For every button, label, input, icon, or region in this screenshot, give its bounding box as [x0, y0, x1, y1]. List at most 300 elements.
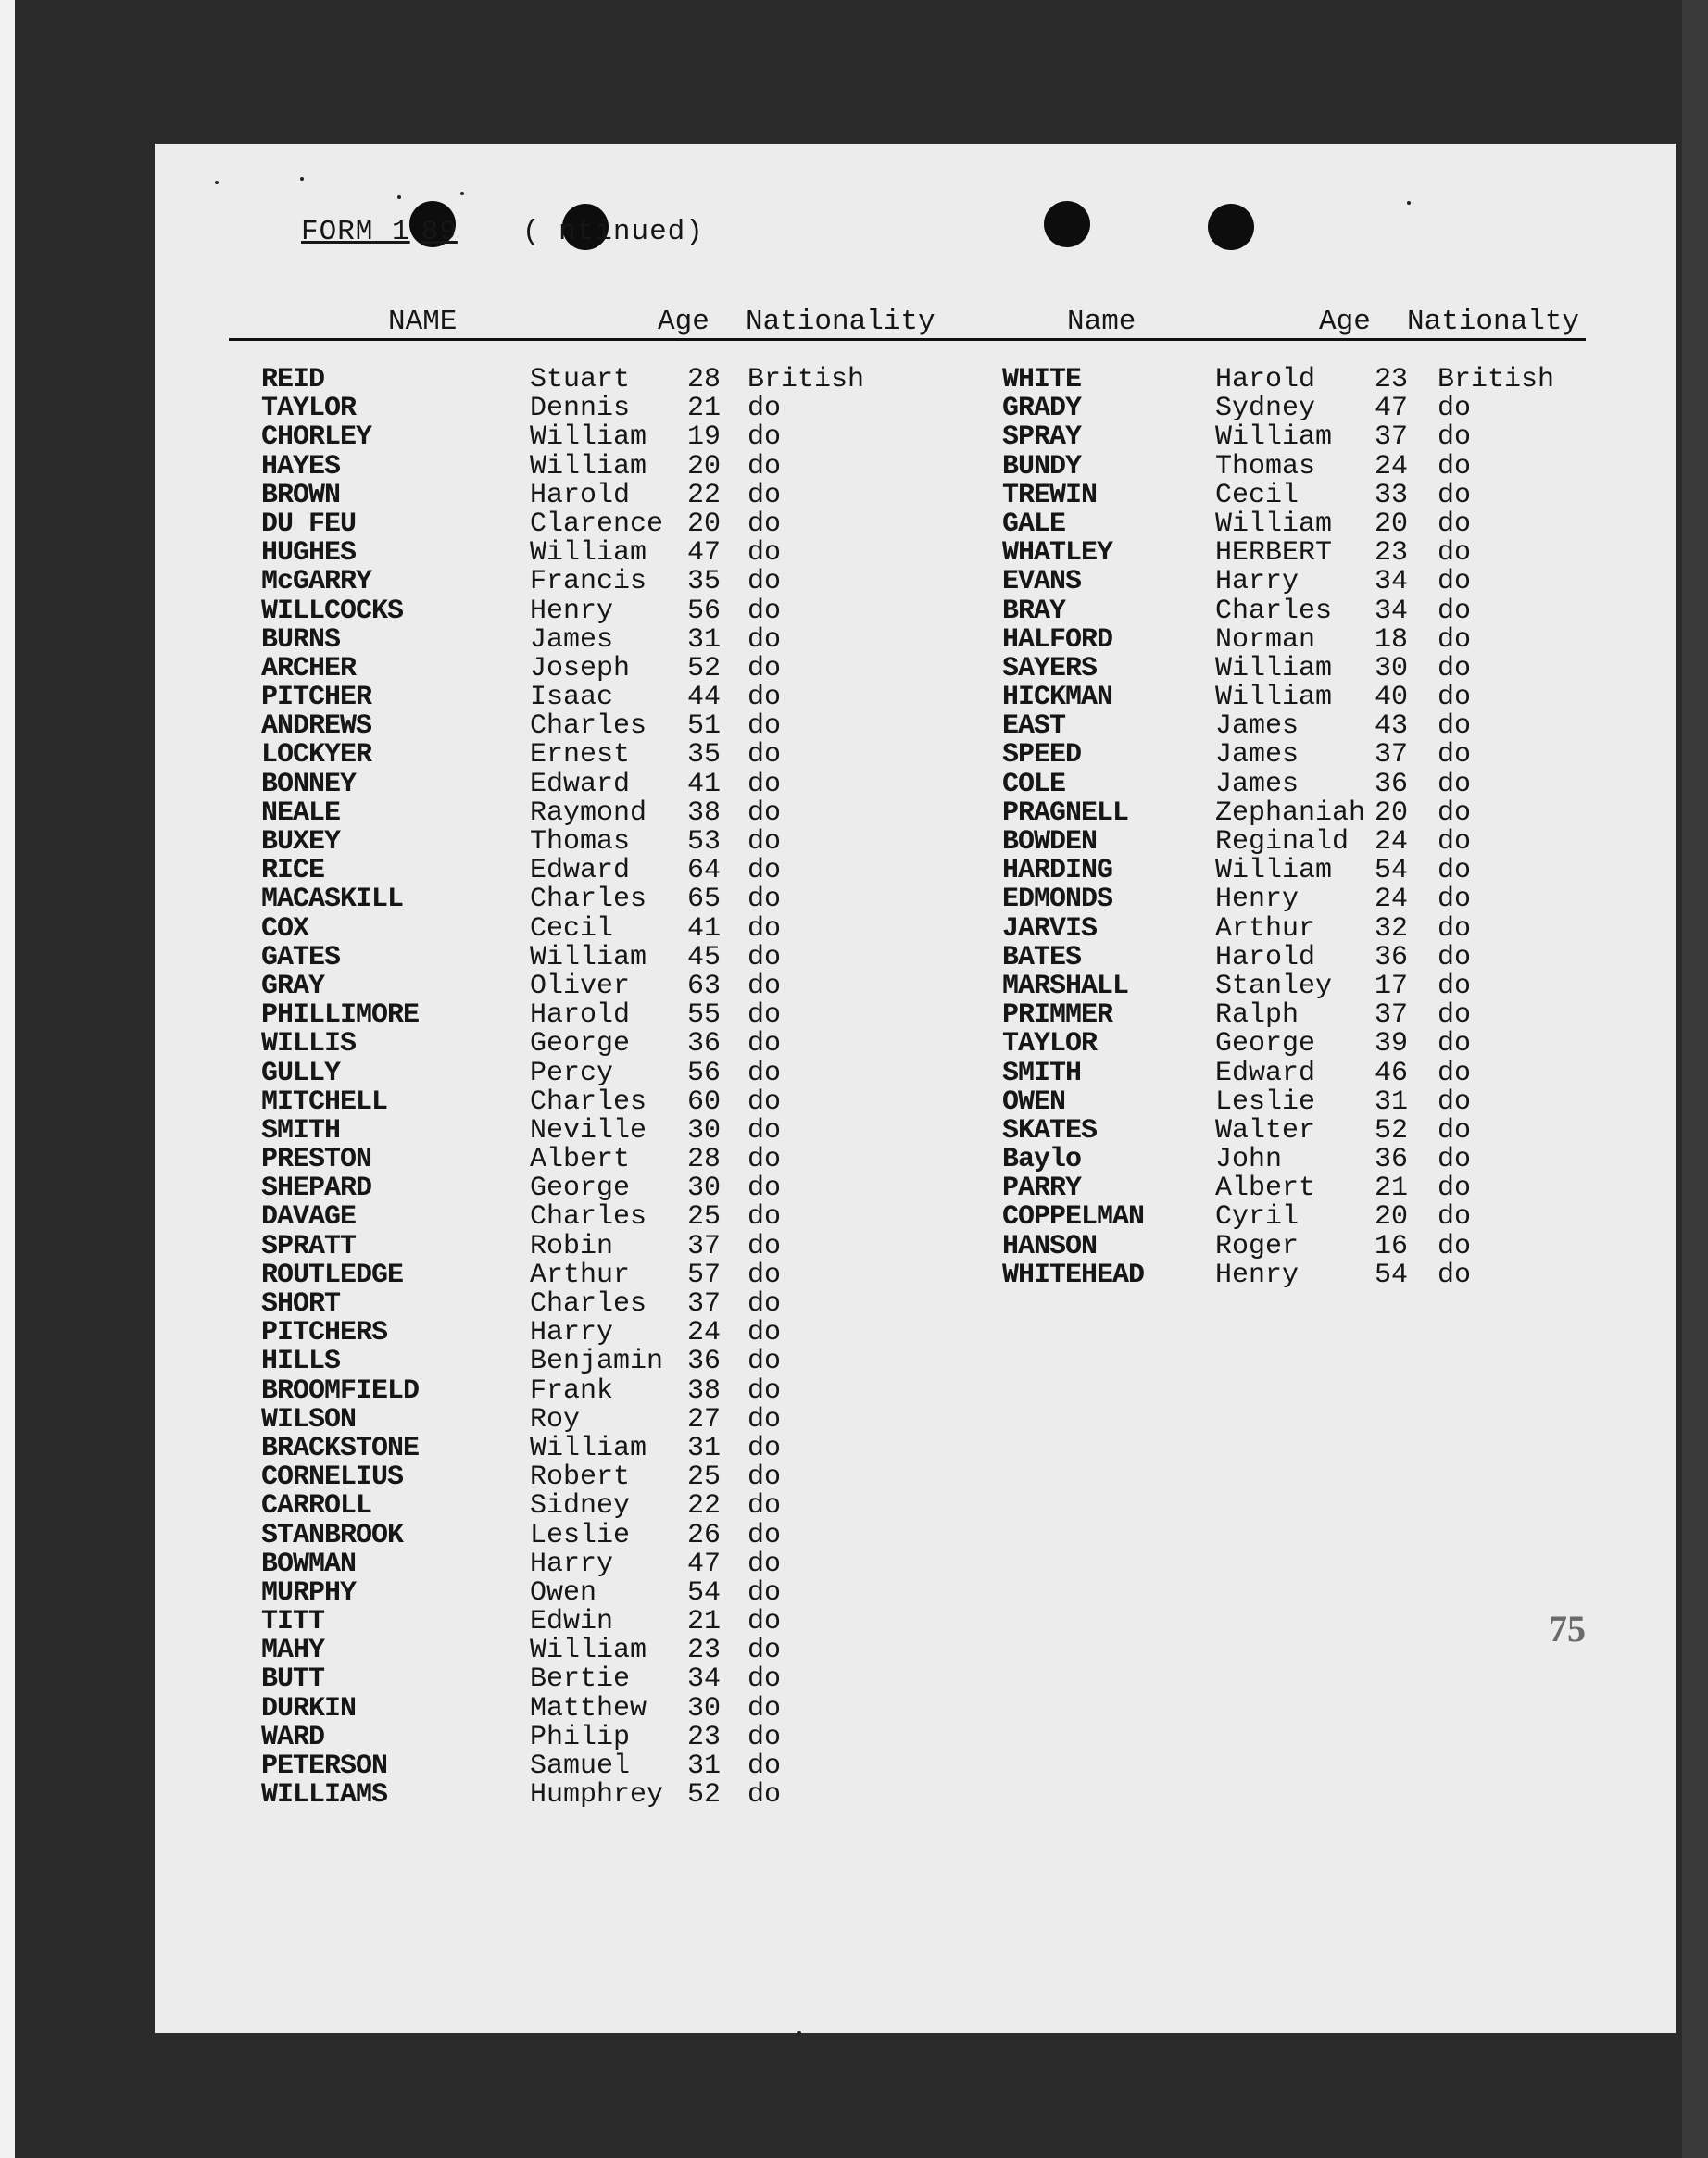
- list-row: [1002, 741, 1632, 770]
- first-name: Edward: [530, 855, 631, 887]
- first-name: William: [1215, 682, 1333, 714]
- page-number: 75: [1549, 1608, 1586, 1650]
- nationality: do: [1438, 566, 1472, 598]
- first-name: Robin: [530, 1230, 614, 1262]
- age: 22: [687, 479, 722, 511]
- list-row: [261, 652, 891, 684]
- first-name: George: [1215, 1028, 1316, 1060]
- first-name: Thomas: [530, 826, 631, 858]
- list-row: [261, 539, 891, 568]
- surname: SMITH: [1002, 1057, 1082, 1089]
- nationality: do: [747, 768, 782, 800]
- first-name: William: [530, 537, 647, 570]
- surname: ANDREWS: [261, 710, 372, 743]
- scan-left-strip: [0, 0, 15, 2158]
- first-name: Dennis: [530, 393, 631, 425]
- first-name: Harry: [1215, 566, 1300, 598]
- nationality: do: [747, 1057, 782, 1089]
- first-name: Leslie: [1215, 1085, 1316, 1118]
- age: 38: [687, 797, 722, 829]
- age: 40: [1375, 682, 1409, 714]
- punch-hole: [1208, 204, 1254, 250]
- nationality: do: [1438, 970, 1472, 1002]
- surname: COX: [261, 912, 309, 945]
- age: 21: [687, 1606, 722, 1638]
- first-name: Edward: [530, 768, 631, 800]
- first-name: Harry: [530, 1548, 614, 1580]
- age: 44: [687, 682, 722, 714]
- age: 37: [1375, 739, 1409, 772]
- nationality: do: [747, 999, 782, 1032]
- surname: DAVAGE: [261, 1201, 357, 1234]
- list-row: [1002, 479, 1632, 511]
- list-row: [1002, 623, 1632, 656]
- right-name-list: [1002, 366, 1632, 1290]
- nationality: do: [747, 1519, 782, 1551]
- nationality: do: [747, 1230, 782, 1262]
- nationality: do: [1438, 855, 1472, 887]
- surname: MAHY: [261, 1635, 325, 1667]
- first-name: Harold: [530, 999, 631, 1032]
- first-name: Cecil: [530, 912, 614, 945]
- nationality: do: [747, 1114, 782, 1147]
- nationality: do: [1438, 537, 1472, 570]
- surname: BUXEY: [261, 826, 341, 858]
- age: 30: [687, 1114, 722, 1147]
- age: 30: [687, 1173, 722, 1205]
- right-nationality-header: Nationalty: [1407, 306, 1580, 338]
- nationality: do: [747, 1663, 782, 1696]
- nationality: do: [1438, 1230, 1472, 1262]
- surname: ARCHER: [261, 652, 357, 684]
- surname: SHEPARD: [261, 1173, 372, 1205]
- first-name: William: [1215, 855, 1333, 887]
- surname: MACASKILL: [261, 884, 404, 916]
- age: 30: [1375, 652, 1409, 684]
- surname: PITCHERS: [261, 1317, 388, 1349]
- surname: PRIMMER: [1002, 999, 1113, 1032]
- surname: COPPELMAN: [1002, 1201, 1145, 1234]
- age: 46: [1375, 1057, 1409, 1089]
- surname: WARD: [261, 1721, 325, 1753]
- age: 36: [1375, 768, 1409, 800]
- nationality: do: [1438, 421, 1472, 454]
- age: 27: [687, 1403, 722, 1436]
- age: 20: [1375, 508, 1409, 540]
- first-name: James: [1215, 739, 1300, 772]
- age: 31: [687, 623, 722, 656]
- nationality: do: [747, 1288, 782, 1320]
- surname: GRAY: [261, 970, 325, 1002]
- age: 54: [1375, 1259, 1409, 1291]
- nationality: do: [1438, 1173, 1472, 1205]
- age: 34: [1375, 595, 1409, 627]
- age: 38: [687, 1374, 722, 1407]
- list-row: [261, 1230, 891, 1262]
- first-name: Sidney: [530, 1490, 631, 1523]
- first-name: Albert: [1215, 1173, 1316, 1205]
- speck: [797, 2031, 801, 2035]
- surname: WHITE: [1002, 364, 1082, 395]
- surname: SMITH: [261, 1114, 341, 1147]
- age: 47: [687, 537, 722, 570]
- surname: BROOMFIELD: [261, 1374, 420, 1407]
- surname: BOWDEN: [1002, 826, 1098, 858]
- first-name: Harold: [1215, 941, 1316, 973]
- surname: BUNDY: [1002, 450, 1082, 483]
- list-row: [261, 857, 891, 885]
- list-row: [1002, 1174, 1632, 1203]
- age: 43: [1375, 710, 1409, 743]
- list-row: [261, 1261, 891, 1290]
- nationality: do: [747, 1692, 782, 1725]
- first-name: Charles: [530, 884, 647, 916]
- nationality: do: [747, 1201, 782, 1234]
- first-name: Neville: [530, 1114, 647, 1147]
- nationality: do: [747, 1173, 782, 1205]
- age: 31: [687, 1750, 722, 1782]
- surname: CARROLL: [261, 1490, 372, 1523]
- list-row: [261, 623, 891, 656]
- list-row: [261, 1057, 891, 1089]
- first-name: Sydney: [1215, 393, 1316, 425]
- nationality: British: [1438, 364, 1555, 395]
- age: 57: [687, 1259, 722, 1291]
- list-row: [1002, 366, 1632, 395]
- age: 36: [687, 1346, 722, 1378]
- first-name: Joseph: [530, 652, 631, 684]
- age: 37: [1375, 421, 1409, 454]
- nationality: British: [747, 364, 865, 395]
- first-name: Stuart: [530, 364, 631, 395]
- list-row: [1002, 828, 1632, 857]
- nationality: do: [1438, 710, 1472, 743]
- surname: CHORLEY: [261, 421, 372, 454]
- list-row: [261, 510, 891, 539]
- age: 21: [1375, 1173, 1409, 1205]
- list-row: [261, 1492, 891, 1521]
- surname: BRACKSTONE: [261, 1432, 420, 1464]
- first-name: Percy: [530, 1057, 614, 1089]
- list-row: [261, 1665, 891, 1694]
- list-row: [1002, 539, 1632, 568]
- nationality: do: [1438, 450, 1472, 483]
- surname: DURKIN: [261, 1692, 357, 1725]
- form-label: FORM 1: [301, 216, 410, 248]
- age: 36: [1375, 941, 1409, 973]
- age: 28: [687, 364, 722, 395]
- age: 21: [687, 393, 722, 425]
- nationality: do: [747, 623, 782, 656]
- list-row: [1002, 450, 1632, 483]
- first-name: HERBERT: [1215, 537, 1333, 570]
- speck: [397, 195, 401, 199]
- nationality: do: [1438, 941, 1472, 973]
- age: 25: [687, 1201, 722, 1234]
- list-row: [1002, 1030, 1632, 1059]
- surname: TAYLOR: [1002, 1028, 1098, 1060]
- first-name: Harold: [1215, 364, 1316, 395]
- nationality: do: [747, 1606, 782, 1638]
- surname: HAYES: [261, 450, 341, 483]
- first-name: George: [530, 1028, 631, 1060]
- age: 45: [687, 941, 722, 973]
- left-name-list: [261, 366, 891, 1810]
- list-row: [261, 1403, 891, 1436]
- list-row: [1002, 1146, 1632, 1174]
- surname: MARSHALL: [1002, 970, 1129, 1002]
- list-row: [261, 1432, 891, 1464]
- surname: LOCKYER: [261, 739, 372, 772]
- list-row: [261, 1030, 891, 1059]
- first-name: Francis: [530, 566, 647, 598]
- first-name: William: [1215, 421, 1333, 454]
- list-row: [1002, 941, 1632, 973]
- age: 47: [1375, 393, 1409, 425]
- age: 37: [1375, 999, 1409, 1032]
- nationality: do: [1438, 1028, 1472, 1060]
- list-row: [1002, 684, 1632, 712]
- list-row: [261, 1001, 891, 1030]
- age: 47: [687, 1548, 722, 1580]
- first-name: Roy: [530, 1403, 581, 1436]
- surname: GULLY: [261, 1057, 341, 1089]
- nationality: do: [747, 595, 782, 627]
- age: 23: [1375, 364, 1409, 395]
- nationality: do: [747, 1721, 782, 1753]
- list-row: [1002, 1261, 1632, 1290]
- surname: EVANS: [1002, 566, 1082, 598]
- list-row: [1002, 1203, 1632, 1232]
- nationality: do: [747, 1548, 782, 1580]
- nationality: do: [1438, 508, 1472, 540]
- nationality: do: [747, 1028, 782, 1060]
- list-row: [261, 885, 891, 914]
- first-name: Charles: [1215, 595, 1333, 627]
- surname: COLE: [1002, 768, 1066, 800]
- first-name: Frank: [530, 1374, 614, 1407]
- nationality: do: [747, 826, 782, 858]
- age: 24: [1375, 450, 1409, 483]
- nationality: do: [747, 1779, 782, 1812]
- document-page: [155, 144, 1676, 2033]
- list-row: [261, 912, 891, 945]
- first-name: Charles: [530, 710, 647, 743]
- list-row: [261, 479, 891, 511]
- list-row: [261, 395, 891, 423]
- list-row: [1002, 395, 1632, 423]
- list-row: [1002, 568, 1632, 596]
- age: 31: [687, 1432, 722, 1464]
- nationality: do: [1438, 884, 1472, 916]
- nationality: do: [747, 1085, 782, 1118]
- list-row: [1002, 799, 1632, 828]
- age: 55: [687, 999, 722, 1032]
- nationality: do: [1438, 623, 1472, 656]
- list-row: [1002, 712, 1632, 741]
- first-name: Philip: [530, 1721, 631, 1753]
- surname: BATES: [1002, 941, 1082, 973]
- first-name: Zephaniah: [1215, 797, 1366, 829]
- nationality: do: [747, 421, 782, 454]
- list-row: [261, 1781, 891, 1810]
- age: 54: [687, 1576, 722, 1609]
- nationality: do: [1438, 1259, 1472, 1291]
- age: 25: [687, 1462, 722, 1494]
- list-row: [261, 1692, 891, 1725]
- nationality: do: [1438, 999, 1472, 1032]
- nationality: do: [1438, 768, 1472, 800]
- nationality: do: [747, 1462, 782, 1494]
- list-row: [1002, 972, 1632, 1001]
- surname: BURNS: [261, 623, 341, 656]
- age: 53: [687, 826, 722, 858]
- age: 52: [1375, 1114, 1409, 1147]
- age: 35: [687, 739, 722, 772]
- first-name: Cecil: [1215, 479, 1300, 511]
- list-row: [261, 423, 891, 452]
- list-row: [1002, 857, 1632, 885]
- list-row: [261, 597, 891, 626]
- list-row: [1002, 885, 1632, 914]
- surname: TAYLOR: [261, 393, 357, 425]
- first-name: James: [530, 623, 614, 656]
- surname: PETERSON: [261, 1750, 388, 1782]
- age: 23: [1375, 537, 1409, 570]
- age: 39: [1375, 1028, 1409, 1060]
- age: 36: [1375, 1144, 1409, 1176]
- surname: PARRY: [1002, 1173, 1082, 1205]
- first-name: Edwin: [530, 1606, 614, 1638]
- nationality: do: [747, 1432, 782, 1464]
- surname: BOWMAN: [261, 1548, 357, 1580]
- surname: GATES: [261, 941, 341, 973]
- nationality: do: [1438, 797, 1472, 829]
- age: 60: [687, 1085, 722, 1118]
- list-row: [261, 1174, 891, 1203]
- first-name: Bertie: [530, 1663, 631, 1696]
- left-nationality-header: Nationality: [746, 306, 936, 338]
- nationality: do: [747, 884, 782, 916]
- surname: RICE: [261, 855, 325, 887]
- first-name: Albert: [530, 1144, 631, 1176]
- age: 23: [687, 1721, 722, 1753]
- age: 32: [1375, 912, 1409, 945]
- nationality: do: [747, 450, 782, 483]
- nationality: do: [1438, 682, 1472, 714]
- nationality: do: [747, 1374, 782, 1407]
- nationality: do: [1438, 1201, 1472, 1234]
- first-name: Edward: [1215, 1057, 1316, 1089]
- list-row: [1002, 1057, 1632, 1089]
- surname: MURPHY: [261, 1576, 357, 1609]
- first-name: Henry: [530, 595, 614, 627]
- age: 52: [687, 652, 722, 684]
- first-name: Stanley: [1215, 970, 1333, 1002]
- first-name: William: [530, 1432, 647, 1464]
- list-row: [261, 1290, 891, 1319]
- surname: SAYERS: [1002, 652, 1098, 684]
- first-name: Harold: [530, 479, 631, 511]
- surname: TREWIN: [1002, 479, 1098, 511]
- list-row: [261, 684, 891, 712]
- first-name: Clarence: [530, 508, 664, 540]
- surname: EAST: [1002, 710, 1066, 743]
- first-name: Leslie: [530, 1519, 631, 1551]
- surname: DU FEU: [261, 508, 357, 540]
- first-name: William: [530, 1635, 647, 1667]
- nationality: do: [747, 1750, 782, 1782]
- surname: SPRATT: [261, 1230, 357, 1262]
- surname: REID: [261, 364, 325, 395]
- nationality: do: [747, 1403, 782, 1436]
- surname: BONNEY: [261, 768, 357, 800]
- age: 63: [687, 970, 722, 1002]
- speck: [460, 192, 464, 195]
- nationality: do: [1438, 912, 1472, 945]
- list-row: [1002, 597, 1632, 626]
- nationality: do: [747, 1317, 782, 1349]
- speck: [1407, 201, 1411, 205]
- surname: Baylo: [1002, 1144, 1082, 1176]
- age: 20: [687, 508, 722, 540]
- surname: HILLS: [261, 1346, 341, 1378]
- list-row: [261, 1752, 891, 1781]
- surname: BRAY: [1002, 595, 1066, 627]
- surname: HANSON: [1002, 1230, 1098, 1262]
- speck: [215, 181, 219, 184]
- first-name: Walter: [1215, 1114, 1316, 1147]
- first-name: Henry: [1215, 884, 1300, 916]
- first-name: John: [1215, 1144, 1283, 1176]
- first-name: Samuel: [530, 1750, 631, 1782]
- nationality: do: [1438, 1057, 1472, 1089]
- nationality: do: [747, 508, 782, 540]
- age: 16: [1375, 1230, 1409, 1262]
- first-name: William: [1215, 652, 1333, 684]
- list-row: [261, 741, 891, 770]
- surname: WILLIS: [261, 1028, 357, 1060]
- list-row: [261, 1203, 891, 1232]
- surname: WHITEHEAD: [1002, 1259, 1145, 1291]
- age: 20: [1375, 1201, 1409, 1234]
- first-name: Henry: [1215, 1259, 1300, 1291]
- form-continued: ( ntinued): [521, 216, 704, 248]
- nationality: do: [747, 393, 782, 425]
- age: 51: [687, 710, 722, 743]
- first-name: Humphrey: [530, 1779, 664, 1812]
- surname: SKATES: [1002, 1114, 1098, 1147]
- age: 35: [687, 566, 722, 598]
- list-row: [1002, 1085, 1632, 1118]
- nationality: do: [1438, 739, 1472, 772]
- surname: WHATLEY: [1002, 537, 1113, 570]
- right-name-header: Name: [1067, 306, 1137, 338]
- age: 41: [687, 912, 722, 945]
- form-number: 89: [421, 216, 458, 248]
- nationality: do: [1438, 595, 1472, 627]
- surname: BUTT: [261, 1663, 325, 1696]
- nationality: do: [747, 941, 782, 973]
- list-row: [1002, 1114, 1632, 1147]
- surname: GALE: [1002, 508, 1066, 540]
- nationality: do: [747, 537, 782, 570]
- nationality: do: [747, 682, 782, 714]
- right-age-header: Age: [1319, 306, 1371, 338]
- surname: PITCHER: [261, 682, 372, 714]
- list-row: [1002, 652, 1632, 684]
- nationality: do: [747, 1490, 782, 1523]
